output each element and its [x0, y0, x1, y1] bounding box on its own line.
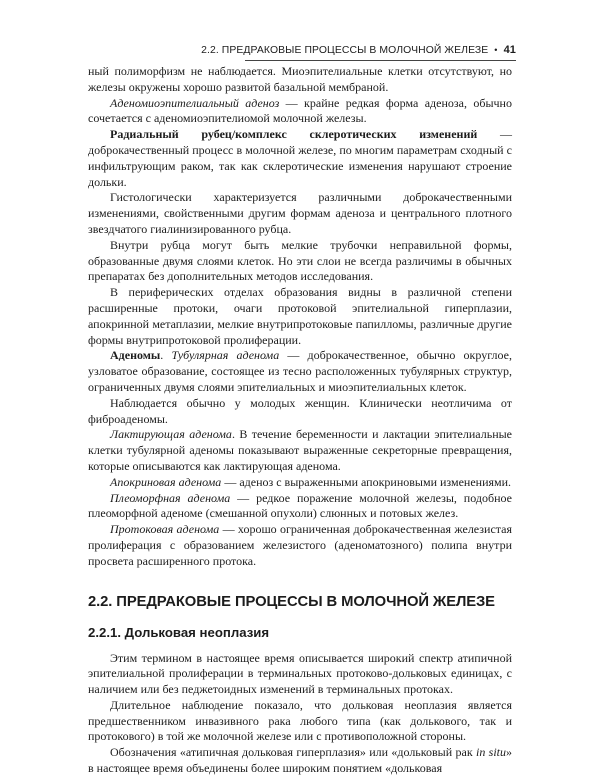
paragraph-radial-scar: Радиальный рубец/комплекс склеротических изменений — доброкачественный процесс в молочной железе, по многим параметрам сходный с инфильтрующим раком, так как склеротические изменения нарушают строение дольки. [88, 127, 513, 189]
paragraph-designations: Обозначения «атипичная дольковая гиперплазия» или «дольковый рак in situ» в настоящее время объединены более широким понятием «дольковая [88, 745, 512, 776]
paragraph-periphery: В периферических отделах образования видны в различной степени расширенные протоки, очаги протоковой эпителиальной гиперплазии, апокринной метаплазии, мелкие внутрипротоковые папилломы, различные другие формы внутрипротоковой пролиферации. [88, 285, 512, 347]
term-bold: Аденомы [110, 348, 161, 363]
paragraph-adenomyoepithelial-adenosis: Аденомиоэпителиальный аденоз — крайне редкая форма аденоза, обычно сочетается с аденомиоэпителиомой молочной железы. [88, 95, 512, 126]
bullet-separator: • [494, 45, 498, 55]
term-italic: in situ [475, 745, 506, 760]
term-italic: Апокриновая аденома [110, 474, 222, 489]
paragraph-ductal-adenoma: Протоковая аденома — хорошо ограниченная доброкачественная железистая пролиферация с образованием железистого (аденоматозного) полипа внутри просвета расширенного протока. [88, 522, 513, 568]
header-rule [245, 60, 516, 61]
term-bold: Радиальный рубец/комплекс склеротических изменений [110, 127, 478, 142]
paragraph-pleomorphic-adenoma: Плеоморфная аденома — редкое поражение молочной железы, подобное плеоморфной аденоме (смешанной опухоли) слюнных и потовых желез. [88, 490, 512, 521]
paragraph-histology: Гистологически характеризуется различными доброкачественными изменениями, свойственными другим формам аденоза и центрального плотного звездчатого гиалинизированного рубца. [88, 190, 512, 236]
page-number: 41 [503, 44, 516, 56]
paragraph-apocrine-adenoma: Апокриновая аденома — аденоз с выраженными апокриновыми изменениями. [110, 474, 512, 489]
subsection-heading: 2.2.1. Дольковая неоплазия [88, 624, 270, 640]
page-body [88, 64, 512, 777]
paragraph-lactating-adenoma: Лактирующая аденома. В течение беременности и лактации эпителиальные клетки тубулярной аденомы показывают выраженные секреторные превращения, которые описываются как лактирующая аденома. [88, 427, 512, 473]
paragraph-adenomas: Аденомы. Тубулярная аденома — доброкачественное, обычно округлое, узловатое образование, состоящее из тесно расположенных тубулярных структур, ограниченных двумя слоями эпителиальных и миоэпителиальных клеток. [88, 348, 513, 394]
paragraph-tubules: Внутри рубца могут быть мелкие трубочки неправильной формы, образованные двумя слоями клеток. Но эти слои не всегда различимы в обычных препаратах без дополнительных методов исследования. [88, 237, 512, 284]
section-heading: 2.2. ПРЕДРАКОВЫЕ ПРОЦЕССЫ В МОЛОЧНОЙ ЖЕЛЕЗЕ [88, 593, 495, 610]
term-italic: Протоковая аденома [110, 522, 220, 537]
running-head [201, 44, 516, 56]
paragraph-long-term-observation: Длительное наблюдение показало, что дольковая неоплазия является предшественником инвазивного рака любого типа (как долькового, так и протокового) в той же молочной железе или с противоположной стороны. [88, 697, 512, 744]
term-italic: Тубулярная аденома [171, 348, 280, 363]
paragraph-young-women: Наблюдается обычно у молодых женщин. Клинически неотличима от фиброаденомы. [88, 395, 512, 426]
paragraph-lobular-neoplasia-definition: Этим термином в настоящее время описывается широкий спектр атипичной эпителиальной пролиферации в терминальных протоково-дольковых единицах, с наличием или без педжетоидных изменений в терминальных протоках. [88, 650, 512, 697]
term-italic: Плеоморфная аденома [110, 490, 231, 505]
paragraph-continuation: ный полиморфизм не наблюдается. Миоэпителиальные клетки отсутствуют, но железы окружены хорошо развитой базальной мембраной. [88, 64, 512, 94]
running-title: 2.2. ПРЕДРАКОВЫЕ ПРОЦЕССЫ В МОЛОЧНОЙ ЖЕЛЕЗЕ [201, 45, 489, 56]
term-italic: Аденомиоэпителиальный аденоз [110, 95, 280, 110]
term-italic: Лактирующая аденома [110, 427, 232, 442]
